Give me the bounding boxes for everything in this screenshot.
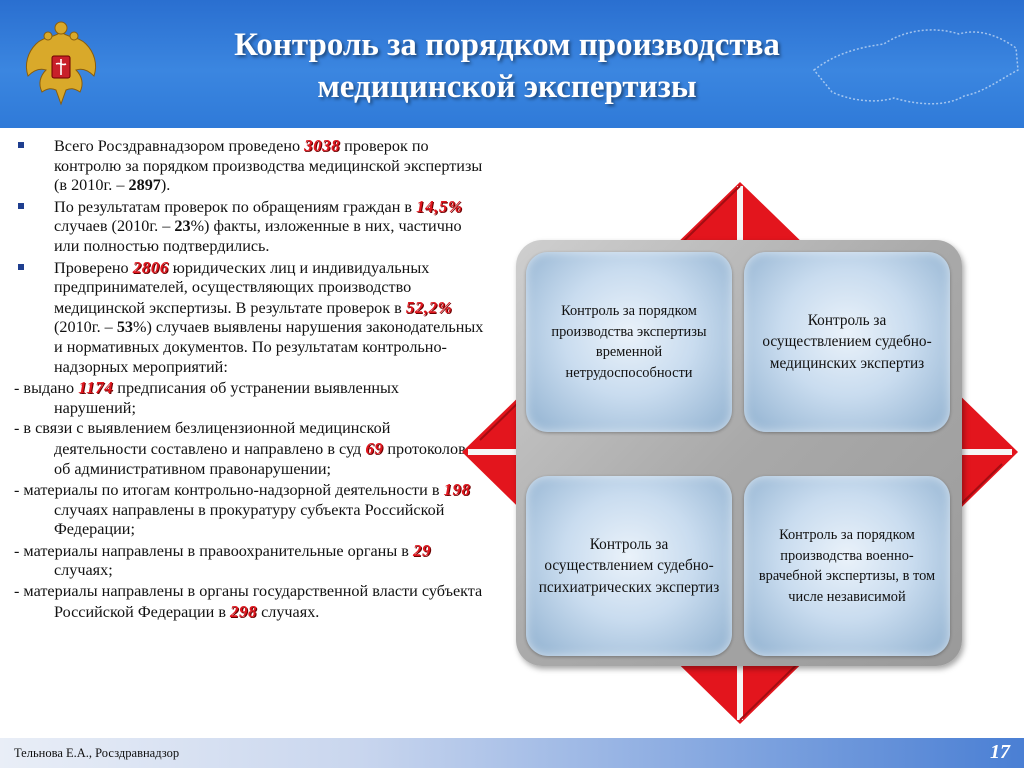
dash-item: - выдано 1174 предписания об устранении выявленных нарушений; — [14, 378, 400, 417]
square-bullet-icon — [18, 264, 24, 270]
number-bold: 23 — [174, 217, 191, 236]
footer-author: Тельнова Е.А., Росздравнадзор — [14, 746, 180, 760]
number-highlight: 1174 — [78, 378, 114, 398]
page-title — [110, 24, 904, 108]
number-highlight: 14,5% — [416, 196, 463, 216]
page-number: 17 — [990, 741, 1010, 763]
number-highlight: 29 — [412, 540, 431, 560]
box-forensic-psychiatric: Контроль за осуществлением судебно-психиатрических экспертиз — [526, 476, 732, 656]
coat-of-arms-icon — [18, 18, 104, 114]
dash-item: - материалы направлены в правоохранительные органы в 29 случаях; — [14, 540, 431, 580]
number-highlight: 52,2% — [405, 297, 453, 317]
number-bold: 53 — [116, 318, 133, 337]
control-diagram — [462, 182, 1024, 724]
header-banner — [0, 0, 1024, 128]
box-forensic-medical: Контроль за осуществлением судебно-медицинских экспертиз — [744, 252, 950, 432]
title-line-1: Контроль за порядком производства — [234, 27, 780, 63]
bullet-item: По результатам проверок по обращениям граждан в 14,5% случаев (2010г. – 23%) факты, изложенные в них, частично или полностью подтвердились. — [14, 197, 484, 257]
title-line-2: медицинской экспертизы — [317, 69, 697, 105]
number-highlight: 198 — [443, 480, 471, 500]
box-temporary-disability: Контроль за порядком производства экспертизы временной нетрудоспособности — [526, 252, 732, 432]
number-bold: 2897 — [128, 176, 161, 195]
box-military-medical: Контроль за порядком производства военно-врачебной экспертизы, в том числе независимой — [744, 476, 950, 656]
number-highlight: 3038 — [304, 136, 341, 155]
number-highlight: 69 — [365, 438, 384, 458]
square-bullet-icon — [18, 203, 24, 209]
square-bullet-icon — [18, 142, 24, 148]
number-highlight: 2806 — [132, 257, 169, 277]
text-content — [14, 136, 484, 623]
bullet-item: Всего Росздравнадзором проведено 3038 проверок по контролю за порядком производства медицинской экспертизы (в 2010г. – 2897). — [14, 136, 484, 196]
footer-bar — [0, 738, 1024, 768]
dash-item: - материалы по итогам контрольно-надзорной деятельности в 198 случаях направлены в прокуратуру субъекта Российской Федерации; — [14, 480, 471, 539]
bullet-item: Проверено 2806 юридических лиц и индивидуальных предпринимателей, осуществляющих производство медицинской экспертизы. В результате проверок в 52,2% (2010г. – 53%) случаев выявлены нарушения законодательных и нормативных документов. По результатам контрольно-надзорных мероприятий: — [14, 258, 484, 378]
number-highlight: 298 — [230, 601, 258, 621]
dash-item: - материалы направлены в органы государственной власти субъекта Российской Федерации в 298 случаях. — [14, 582, 483, 621]
dash-item: - в связи с выявлением безлицензионной медицинской деятельности составлено и направлено в суд 69 протоколов об административном правонарушении; — [14, 419, 466, 478]
